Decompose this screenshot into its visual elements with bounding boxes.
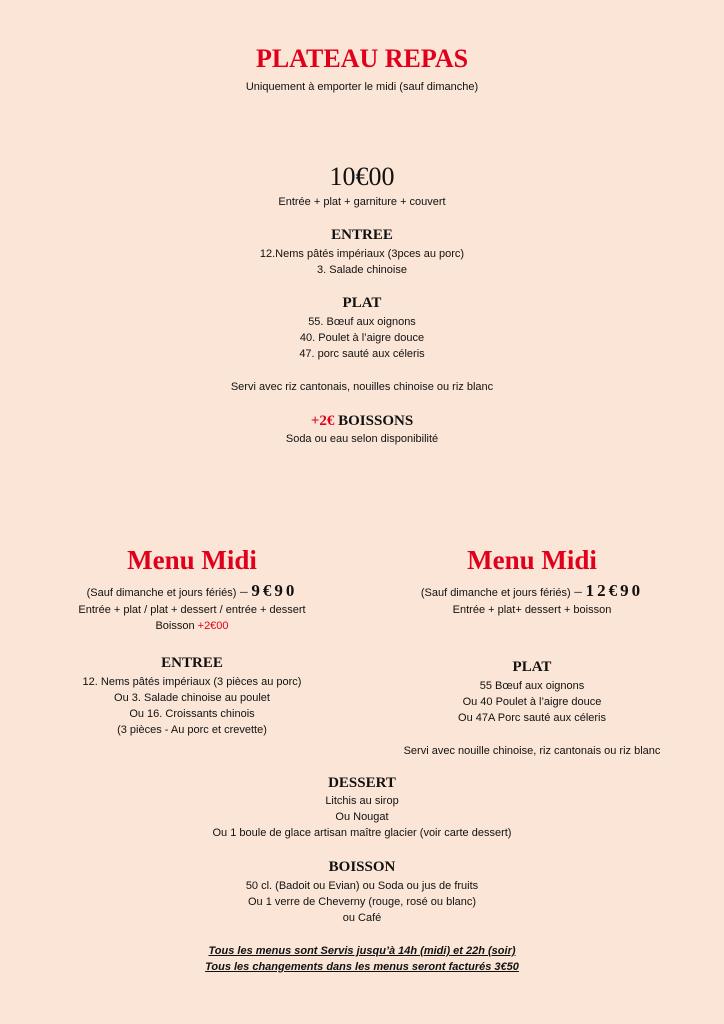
- list-item: Ou 1 boule de glace artisan maître glacier (voir carte dessert): [212, 827, 512, 839]
- list-item: 50 cl. (Badoit ou Evian) ou Soda ou jus de fruits: [245, 880, 479, 892]
- plateau-price: 10€00: [329, 162, 395, 191]
- list-item: 47. porc sauté aux céleris: [299, 348, 425, 360]
- plateau-plat-list: [0, 314, 724, 362]
- menu-left-boisson: [0, 618, 384, 634]
- plateau-entree-list: [0, 246, 724, 278]
- dessert-list: [0, 793, 724, 841]
- menu-left-entree-title: ENTREE: [161, 655, 223, 671]
- plateau-subtitle: Uniquement à emporter le midi (sauf dimanche): [245, 81, 479, 93]
- footer-line-changes: Tous les changements dans les menus seront facturés 3€50: [205, 961, 519, 973]
- boisson-list: [0, 878, 724, 926]
- menu-right-formula: Entrée + plat+ dessert + boisson: [452, 604, 612, 616]
- list-item: 3. Salade chinoise: [317, 264, 407, 276]
- plateau-boissons-heading: [0, 413, 724, 430]
- list-item: (3 pièces - Au porc et crevette): [117, 724, 267, 736]
- list-item: Ou 3. Salade chinoise au poulet: [114, 692, 270, 704]
- menu-right-title: Menu Midi: [467, 545, 597, 575]
- menu-left-price: 9€90: [251, 581, 298, 600]
- plateau-includes: Entrée + plat + garniture + couvert: [278, 196, 446, 208]
- footer-line-hours: Tous les menus sont Servis jusqu’à 14h (midi) et 22h (soir): [208, 945, 516, 957]
- menu-left-boisson-label: Boisson: [155, 620, 198, 632]
- menu-right-plat-title: PLAT: [512, 659, 552, 675]
- menu-left-boisson-extra: +2€00: [197, 620, 229, 632]
- boisson-title: BOISSON: [328, 859, 396, 875]
- menu-left-condition: (Sauf dimanche et jours fériés): [86, 587, 237, 599]
- list-item: Ou 40 Poulet à l’aigre douce: [462, 696, 602, 708]
- list-item: 40. Poulet à l’aigre douce: [299, 332, 425, 344]
- list-item: Ou Nougat: [335, 811, 389, 823]
- menu-right-served-with: Servi avec nouille chinoise, riz cantonais ou riz blanc: [403, 745, 661, 757]
- plateau-plat-title: PLAT: [342, 295, 382, 311]
- menu-right-condition: (Sauf dimanche et jours fériés): [420, 587, 571, 599]
- menu-left-title: Menu Midi: [127, 545, 257, 575]
- menu-left-dash: –: [236, 584, 252, 600]
- list-item: 12.Nems pâtés impériaux (3pces au porc): [259, 248, 465, 260]
- plateau-entree-title: ENTREE: [331, 227, 393, 243]
- plateau-boissons-desc: Soda ou eau selon disponibilité: [285, 433, 439, 445]
- boissons-extra-price: +2€: [310, 413, 335, 429]
- list-item: 12. Nems pâtés impériaux (3 pièces au porc): [82, 676, 302, 688]
- menu-left-formula: Entrée + plat / plat + dessert / entrée + dessert: [78, 604, 306, 616]
- list-item: Ou 1 verre de Cheverny (rouge, rosé ou blanc): [247, 896, 477, 908]
- menu-left-price-line: [0, 581, 384, 601]
- menu-right-plat-list: [340, 678, 724, 726]
- list-item: Litchis au sirop: [325, 795, 399, 807]
- list-item: Ou 47A Porc sauté aux céleris: [458, 712, 606, 724]
- menu-right-price-line: [340, 581, 724, 601]
- menu-right-price: 12€90: [585, 581, 644, 600]
- list-item: ou Café: [342, 912, 382, 924]
- menu-left-entree-list: [0, 674, 384, 738]
- footer-notes: [0, 943, 724, 975]
- menu-right-dash: –: [570, 584, 586, 600]
- dessert-title: DESSERT: [328, 775, 396, 791]
- plateau-title: PLATEAU REPAS: [255, 44, 469, 73]
- boissons-title: BOISSONS: [338, 413, 414, 429]
- list-item: Ou 16. Croissants chinois: [129, 708, 255, 720]
- list-item: 55. Bœuf aux oignons: [308, 316, 416, 328]
- list-item: 55 Bœuf aux oignons: [479, 680, 585, 692]
- plateau-served-with: Servi avec riz cantonais, nouilles chinoise ou riz blanc: [230, 381, 494, 393]
